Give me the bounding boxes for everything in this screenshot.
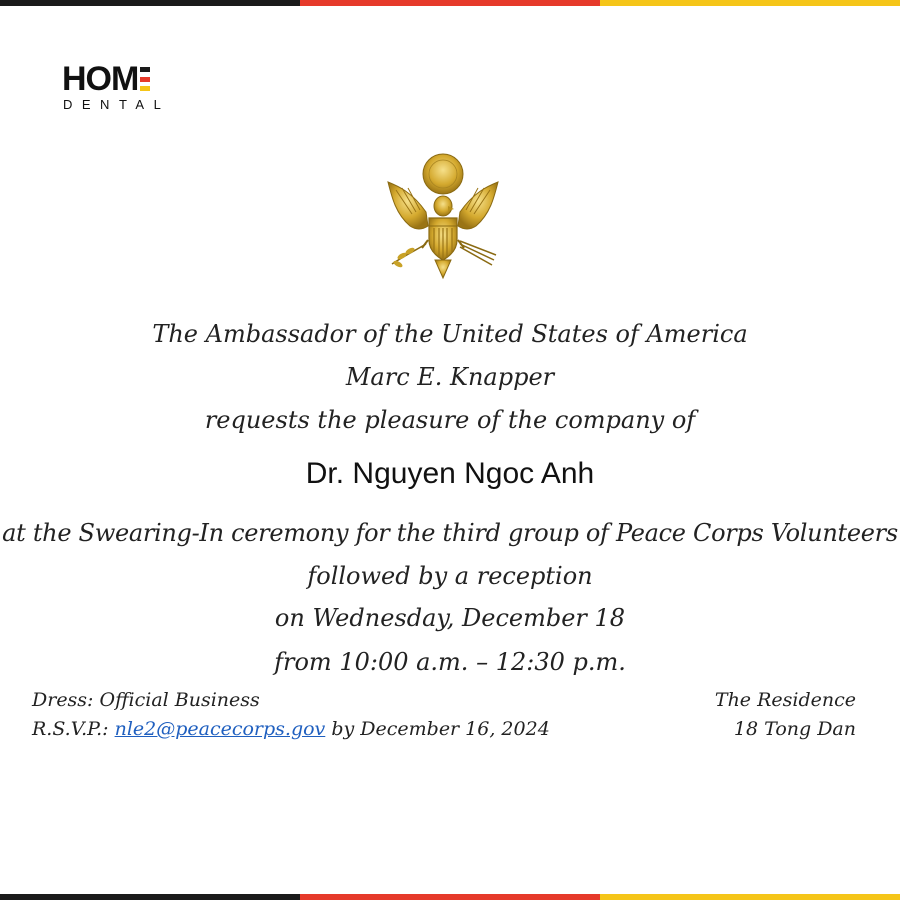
stripe-yellow — [600, 894, 900, 900]
invitation-host-name: Marc E. Knapper — [345, 363, 555, 391]
guest-name: Dr. Nguyen Ngoc Anh — [305, 457, 595, 490]
stripe-red — [300, 0, 600, 6]
event-time: from 10:00 a.m. – 12:30 p.m. — [274, 648, 626, 676]
event-description: at the Swearing-In ceremony for the third group of Peace Corps Volunteers — [2, 519, 898, 547]
rsvp-line — [32, 718, 550, 740]
logo-word: HOM — [62, 60, 139, 98]
event-date: on Wednesday, December 18 — [274, 604, 626, 632]
rsvp-email-link[interactable]: nle2@peacecorps.gov — [114, 718, 326, 740]
top-color-stripe — [0, 0, 900, 6]
rsvp-deadline: by December 16, 2024 — [325, 718, 550, 740]
invitation-host-title: The Ambassador of the United States of America — [152, 320, 748, 348]
great-seal-eagle-icon — [382, 152, 504, 282]
dress-code: Dress: Official Business — [32, 689, 260, 711]
stripe-yellow — [600, 0, 900, 6]
logo-e-bars — [140, 67, 150, 91]
venue-name: The Residence — [714, 689, 856, 711]
stripe-black — [0, 0, 300, 6]
rsvp-label: R.S.V.P.: — [32, 718, 115, 740]
bottom-color-stripe — [0, 894, 900, 900]
invitation-request-line: requests the pleasure of the company of — [204, 406, 696, 434]
stripe-red — [300, 894, 600, 900]
home-dental-logo — [62, 62, 192, 112]
reception-line: followed by a reception — [307, 562, 593, 590]
logo-subtitle: DENTAL — [63, 97, 171, 112]
stripe-black — [0, 894, 300, 900]
venue-address: 18 Tong Dan — [733, 718, 856, 740]
